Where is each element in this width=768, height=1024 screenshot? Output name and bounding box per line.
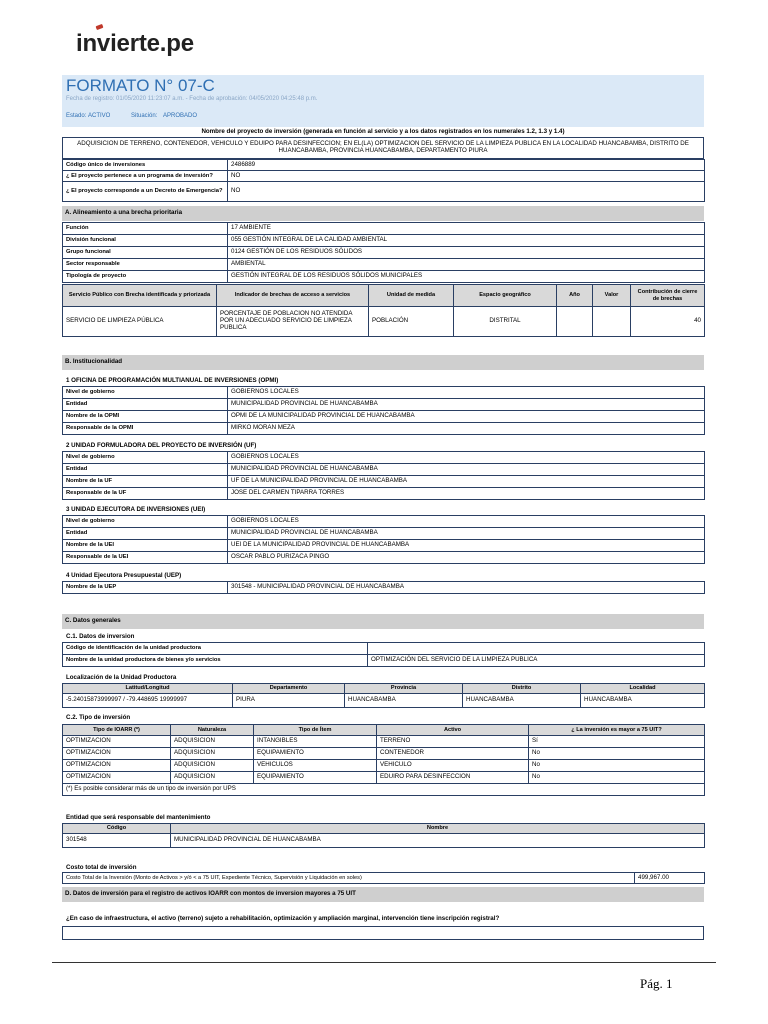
table-row bbox=[63, 271, 705, 283]
table-row bbox=[63, 736, 705, 748]
table-row bbox=[63, 748, 705, 760]
row-value: MIRKO MORAN MEZA bbox=[228, 423, 705, 435]
row-label: Nombre de la UEP bbox=[63, 582, 228, 594]
c1-table bbox=[62, 642, 705, 667]
project-name-table bbox=[62, 137, 704, 159]
column-header: Localidad bbox=[581, 684, 705, 694]
row-label: Nombre de la OPMI bbox=[63, 411, 228, 423]
c2-title: C.2. Tipo de inversión bbox=[66, 714, 131, 721]
table-header-row bbox=[63, 285, 705, 307]
project-name-caption: Nombre del proyecto de inversión (generada en función al servicio y a los datos registrados en los numerales 1.2, 1.3 y 1.4) bbox=[201, 128, 565, 135]
column-header: Provincia bbox=[345, 684, 463, 694]
table-cell: ADQUISICION bbox=[171, 736, 254, 748]
general-value: 2486889 bbox=[228, 160, 705, 171]
table-cell: SERVICIO DE LIMPIEZA PÚBLICA bbox=[63, 307, 217, 337]
row-label: Nombre de la unidad productora de bienes y/o servicios bbox=[63, 655, 368, 667]
table-cell: VEHICULO bbox=[377, 760, 529, 772]
opmi-table bbox=[62, 386, 705, 435]
column-header: ¿ La inversión es mayor a 75 UIT? bbox=[529, 725, 705, 736]
opmi-title: 1 OFICINA DE PROGRAMACIÓN MULTIANUAL DE INVERSIONES (OPMI) bbox=[66, 377, 279, 384]
table-cell: HUANCABAMBA bbox=[345, 694, 463, 708]
table-row bbox=[63, 834, 705, 848]
table-cell: EDUIRO PARA DESINFECCION bbox=[377, 772, 529, 784]
table-row bbox=[63, 694, 705, 708]
row-label: Entidad bbox=[63, 399, 228, 411]
localizacion-title: Localización de la Unidad Productora bbox=[66, 674, 177, 681]
table-row bbox=[63, 873, 705, 884]
format-title: FORMATO N° 07-C bbox=[66, 76, 215, 95]
table-row bbox=[63, 552, 705, 564]
table-row bbox=[63, 411, 705, 423]
row-label: Nivel de gobierno bbox=[63, 516, 228, 528]
table-row bbox=[63, 528, 705, 540]
estado-value: ACTIVO bbox=[88, 113, 111, 119]
row-value: GOBIERNOS LOCALES bbox=[228, 516, 705, 528]
row-value: 301548 - MUNICIPALIDAD PROVINCIAL DE HUANCABAMBA bbox=[228, 582, 705, 594]
table-cell: CONTENEDOR bbox=[377, 748, 529, 760]
row-value: MUNICIPALIDAD PROVINCIAL DE HUANCABAMBA bbox=[228, 464, 705, 476]
row-value: MUNICIPALIDAD PROVINCIAL DE HUANCABAMBA bbox=[228, 528, 705, 540]
row-label: Tipología de proyecto bbox=[63, 271, 228, 283]
table-cell: OPTIMIZACION bbox=[63, 772, 171, 784]
general-value: NO bbox=[228, 182, 705, 202]
table-cell: ADQUISICION bbox=[171, 760, 254, 772]
c2-table bbox=[62, 724, 705, 796]
row-value: UF DE LA MUNICIPALIDAD PROVINCIAL DE HUANCABAMBA bbox=[228, 476, 705, 488]
table-cell: 40 bbox=[631, 307, 705, 337]
table-header-row bbox=[63, 725, 705, 736]
table-cell: Sí bbox=[529, 736, 705, 748]
table-cell: OPTIMIZACION bbox=[63, 760, 171, 772]
d-question: ¿En caso de infraestructura, el activo (terreno) sujeto a rehabilitación, optimización y ampliación marginal, intervención tiene inscripción registral? bbox=[66, 915, 500, 922]
brecha-table bbox=[62, 284, 705, 337]
table-cell: EQUIPAMIENTO bbox=[254, 772, 377, 784]
table-cell: POBLACIÓN bbox=[369, 307, 454, 337]
section-d-band: D. Datos de inversión para el registro de activos IOARR con montos de inversion mayores a 75 UIT bbox=[62, 887, 704, 902]
table-cell: OPTIMIZACION bbox=[63, 748, 171, 760]
row-value: AMBIENTAL bbox=[228, 259, 705, 271]
row-value: GESTIÓN INTEGRAL DE LOS RESIDUOS SÓLIDOS MUNICIPALES bbox=[228, 271, 705, 283]
row-value: GOBIERNOS LOCALES bbox=[228, 387, 705, 399]
table-row bbox=[63, 476, 705, 488]
table-cell bbox=[593, 307, 631, 337]
column-header: Servicio Público con Brecha identificada y priorizada bbox=[63, 285, 217, 307]
table-row bbox=[63, 423, 705, 435]
table-row bbox=[63, 259, 705, 271]
c1-title: C.1. Datos de inversion bbox=[66, 633, 135, 640]
table-row bbox=[63, 540, 705, 552]
estado-label: Estado: bbox=[66, 113, 87, 119]
table-header-row bbox=[63, 824, 705, 834]
table-cell: MUNICIPALIDAD PROVINCIAL DE HUANCABAMBA bbox=[171, 834, 705, 848]
general-value: NO bbox=[228, 171, 705, 182]
situacion-value: APROBADO bbox=[163, 113, 198, 119]
table-row bbox=[63, 516, 705, 528]
d-answer-table bbox=[62, 926, 704, 940]
row-label: Nombre de la UEI bbox=[63, 540, 228, 552]
uf-table bbox=[62, 451, 705, 500]
row-value: OSCAR PABLO PURIZACA PINGO bbox=[228, 552, 705, 564]
row-label: Grupo funcional bbox=[63, 247, 228, 259]
table-row bbox=[63, 235, 705, 247]
column-header: Año bbox=[557, 285, 593, 307]
table-cell bbox=[557, 307, 593, 337]
row-label: División funcional bbox=[63, 235, 228, 247]
table-cell: No bbox=[529, 748, 705, 760]
column-header: Naturaleza bbox=[171, 725, 254, 736]
column-header: Tipo de IOARR (*) bbox=[63, 725, 171, 736]
table-row bbox=[63, 182, 705, 202]
table-row bbox=[63, 927, 704, 940]
column-header: Nombre bbox=[171, 824, 705, 834]
row-value: OPMI DE LA MUNICIPALIDAD PROVINCIAL DE HUANCABAMBA bbox=[228, 411, 705, 423]
row-label: Entidad bbox=[63, 528, 228, 540]
table-row bbox=[63, 582, 705, 594]
row-label: Responsable de la UF bbox=[63, 488, 228, 500]
brand-logo: invierte.pe bbox=[76, 30, 194, 57]
table-row bbox=[63, 387, 705, 399]
project-name: ADQUISICION DE TERRENO, CONTENEDOR, VEHICULO Y EDUIPO PARA DESINFECCION; EN EL(LA) OPTIMIZACION DEL SERVICIO DE LA LIMPIEZA PUBLICA EN LA LOCALIDAD HUANCABAMBA, DISTRITO DE HUANCABAMBA, PROVINCIA HUANCABAMBA, DEPARTAMENTO PIURA bbox=[63, 138, 704, 159]
column-header: Distrito bbox=[463, 684, 581, 694]
situacion-label: Situación: bbox=[131, 113, 158, 119]
row-label: Nivel de gobierno bbox=[63, 387, 228, 399]
table-row bbox=[63, 452, 705, 464]
row-value: JOSE DEL CARMEN TIPARRA TORRES bbox=[228, 488, 705, 500]
column-header: Contribución de cierre de brechas bbox=[631, 285, 705, 307]
column-header: Departamento bbox=[233, 684, 345, 694]
c2-note: (*) Es posible considerar más de un tipo de inversión por UPS bbox=[63, 784, 705, 796]
registration-meta: Fecha de registro: 01/05/2020 11:23:07 a.m. - Fecha de aprobación: 04/05/2020 04:25:48 p.m. bbox=[66, 96, 318, 102]
general-label: ¿ El proyecto corresponde a un Decreto de Emergencia? bbox=[63, 182, 228, 202]
costo-label: Costo Total de la Inversión (Monto de Activos > y/ó < a 75 UIT, Expediente Técnico, Supervisión y Liquidación en soles) bbox=[63, 873, 635, 884]
row-value: 17 AMBIENTE bbox=[228, 223, 705, 235]
column-header: Espacio geográfico bbox=[454, 285, 557, 307]
table-cell: ADQUISICION bbox=[171, 748, 254, 760]
alineamiento-table bbox=[62, 222, 705, 283]
table-cell: HUANCABAMBA bbox=[581, 694, 705, 708]
column-header: Indicador de brechas de acceso a servicios bbox=[217, 285, 369, 307]
row-value: GOBIERNOS LOCALES bbox=[228, 452, 705, 464]
uep-title: 4 Unidad Ejecutora Presupuestal (UEP) bbox=[66, 572, 182, 579]
column-header: Tipo de Ítem bbox=[254, 725, 377, 736]
uep-table bbox=[62, 581, 705, 594]
section-c-band: C. Datos generales bbox=[62, 614, 704, 629]
d-answer bbox=[63, 927, 704, 940]
row-label: Entidad bbox=[63, 464, 228, 476]
row-value bbox=[368, 643, 705, 655]
column-header: Unidad de medida bbox=[369, 285, 454, 307]
section-a-band: A. Alineamiento a una brecha prioritaria bbox=[62, 206, 704, 221]
row-label: Nombre de la UF bbox=[63, 476, 228, 488]
table-row bbox=[63, 760, 705, 772]
table-cell: No bbox=[529, 772, 705, 784]
costo-table bbox=[62, 872, 705, 884]
row-value: 055 GESTIÓN INTEGRAL DE LA CALIDAD AMBIENTAL bbox=[228, 235, 705, 247]
table-cell: ADQUISICION bbox=[171, 772, 254, 784]
table-row bbox=[63, 655, 705, 667]
column-header: Valor bbox=[593, 285, 631, 307]
table-row bbox=[63, 171, 705, 182]
table-cell: PIURA bbox=[233, 694, 345, 708]
table-row bbox=[63, 307, 705, 337]
section-b-band: B. Institucionalidad bbox=[62, 355, 704, 370]
table-row bbox=[63, 784, 705, 796]
table-cell: OPTIMIZACION bbox=[63, 736, 171, 748]
table-row bbox=[63, 643, 705, 655]
table-cell: HUANCABAMBA bbox=[463, 694, 581, 708]
table-cell: -5.24015873999997 / -79.448695 19999997 bbox=[63, 694, 233, 708]
mantenimiento-table bbox=[62, 823, 705, 848]
table-row bbox=[63, 223, 705, 235]
row-label: Nivel de gobierno bbox=[63, 452, 228, 464]
general-table bbox=[62, 159, 705, 202]
general-label: ¿ El proyecto pertenece a un programa de inversión? bbox=[63, 171, 228, 182]
table-row bbox=[63, 488, 705, 500]
row-value: OPTIMIZACIÓN DEL SERVICIO DE LA LIMPIEZA PUBLICA bbox=[368, 655, 705, 667]
table-cell: DISTRITAL bbox=[454, 307, 557, 337]
localizacion-table bbox=[62, 683, 705, 708]
table-row bbox=[63, 464, 705, 476]
table-row bbox=[63, 399, 705, 411]
table-row bbox=[63, 247, 705, 259]
column-header: Latitud/Longitud bbox=[63, 684, 233, 694]
table-cell: INTANGIBLES bbox=[254, 736, 377, 748]
table-header-row bbox=[63, 684, 705, 694]
uei-title: 3 UNIDAD EJECUTORA DE INVERSIONES (UEI) bbox=[66, 506, 206, 513]
table-cell: VEHICULOS bbox=[254, 760, 377, 772]
page-number: Pág. 1 bbox=[640, 976, 673, 991]
table-row bbox=[63, 772, 705, 784]
column-header: Código bbox=[63, 824, 171, 834]
costo-title: Costo total de inversión bbox=[66, 864, 137, 871]
mantenimiento-title: Entidad que será responsable del mantenimiento bbox=[66, 814, 211, 821]
row-label: Función bbox=[63, 223, 228, 235]
table-cell: PORCENTAJE DE POBLACION NO ATENDIDA POR UN ADECUADO SERVICIO DE LIMPIEZA PUBLICA bbox=[217, 307, 369, 337]
table-cell: No bbox=[529, 760, 705, 772]
row-label: Responsable de la OPMI bbox=[63, 423, 228, 435]
column-header: Activo bbox=[377, 725, 529, 736]
general-label: Código único de inversiones bbox=[63, 160, 228, 171]
table-cell: 301548 bbox=[63, 834, 171, 848]
uf-title: 2 UNIDAD FORMULADORA DEL PROYECTO DE INVERSIÓN (UF) bbox=[66, 442, 257, 449]
table-row bbox=[63, 160, 705, 171]
row-label: Código de identificación de la unidad productora bbox=[63, 643, 368, 655]
row-value: 0124 GESTIÓN DE LOS RESIDUOS SÓLIDOS bbox=[228, 247, 705, 259]
costo-value: 499,967.00 bbox=[635, 873, 705, 884]
row-label: Responsable de la UEI bbox=[63, 552, 228, 564]
row-value: UEI DE LA MUNICIPALIDAD PROVINCIAL DE HUANCABAMBA bbox=[228, 540, 705, 552]
uei-table bbox=[62, 515, 705, 564]
footer-divider bbox=[52, 962, 716, 963]
table-cell: TERRENO bbox=[377, 736, 529, 748]
row-value: MUNICIPALIDAD PROVINCIAL DE HUANCABAMBA bbox=[228, 399, 705, 411]
table-cell: EQUIPAMIENTO bbox=[254, 748, 377, 760]
row-label: Sector responsable bbox=[63, 259, 228, 271]
